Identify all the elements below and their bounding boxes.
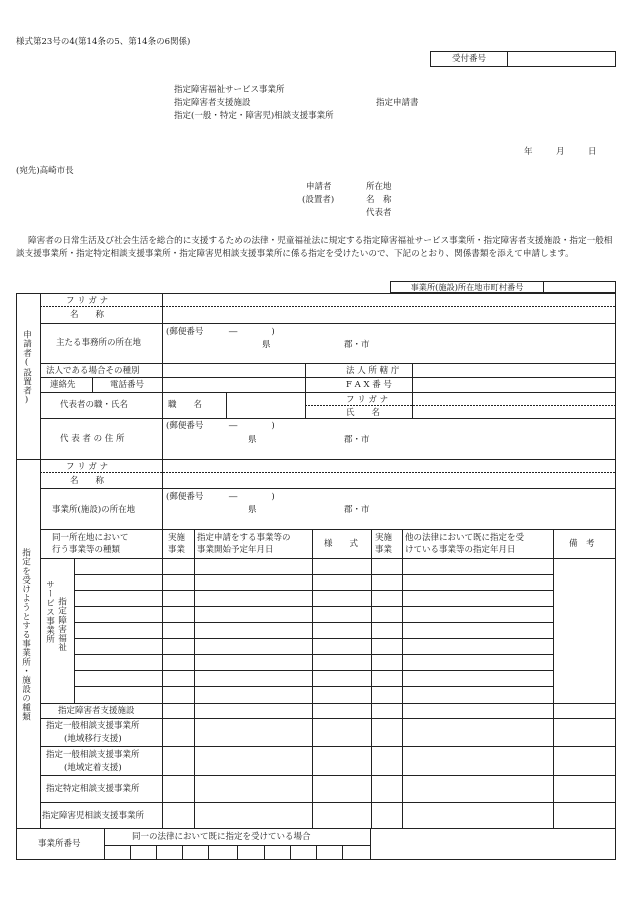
s1-rep-gun-shi: 郡・市	[344, 435, 370, 445]
s2-general-settle-l1: 指定一般相談支援事業所	[46, 750, 140, 760]
s2-impl2-l1: 実施	[375, 533, 393, 543]
s1-rep-shimei-label: 氏 名	[346, 408, 381, 418]
applicant-rep-label: 代表者	[366, 208, 392, 218]
s1-name-label: 名 称	[70, 310, 105, 320]
date-month: 月	[556, 147, 565, 157]
s2-pref: 県	[248, 505, 257, 515]
s1-rep-title-name-label: 代表者の職・氏名	[60, 400, 129, 410]
section2-side-label: 指定を受けようとする事業所・施設の種類	[20, 548, 31, 721]
s2-remarks-label: 備 考	[569, 539, 595, 549]
s2-gun-shi: 郡・市	[344, 505, 370, 515]
s2-impl2-l2: 事業	[375, 545, 393, 555]
applicant-role: 申請者	[306, 182, 332, 192]
s2-welfare-group-l2: 指定障害福祉	[56, 597, 67, 652]
footer-office-no-label: 事業所番号	[38, 839, 81, 849]
receipt-number-label: 受付番号	[431, 52, 508, 66]
s2-other-law-l2: けている事業等の指定年月日	[405, 545, 516, 555]
s1-rep-postal: (郵便番号 ― )	[166, 421, 275, 431]
s2-implemented-l2: 事業	[168, 545, 186, 555]
s1-corp-authority-label: 法 人 所 轄 庁	[346, 366, 400, 376]
s2-facility-label: 指定障害者支援施設	[58, 706, 135, 716]
section1-side-label: 申請者(設置者)	[21, 330, 32, 406]
s2-same-location-l1: 同一所在地において	[52, 533, 129, 543]
title-line1: 指定障害福祉サービス事業所	[174, 85, 285, 95]
s2-office-address-label: 事業所(施設)の所在地	[52, 505, 136, 515]
s1-main-office-label: 主たる事務所の所在地	[56, 338, 142, 348]
s2-name-label: 名 称	[70, 476, 105, 486]
form-number: 様式第23号の4(第14条の5、第14条の6関係)	[16, 37, 191, 47]
s2-general-transition-l1: 指定一般相談支援事業所	[46, 721, 140, 731]
date-year: 年	[524, 147, 533, 157]
s1-contact-label: 連絡先	[50, 380, 76, 390]
s1-rep-pref: 県	[248, 435, 257, 445]
s2-implemented-l1: 実施	[168, 533, 186, 543]
s1-pref: 県	[262, 340, 271, 350]
s2-same-location-l2: 行う事業等の種類	[52, 545, 121, 555]
s2-start-date-l2: 事業開始予定年月日	[197, 545, 274, 555]
s2-child-label: 指定障害児相談支援事業所	[42, 811, 145, 821]
s2-other-law-l1: 他の法律において既に指定を受	[405, 533, 525, 543]
title-suffix: 指定申請書	[376, 98, 419, 108]
applicant-role2: (設置者)	[302, 195, 335, 205]
s1-phone-label: 電話番号	[110, 380, 145, 390]
applicant-name-label: 名 称	[366, 195, 392, 205]
s2-postal: (郵便番号 ― )	[166, 492, 275, 502]
s1-gun-shi: 郡・市	[344, 340, 370, 350]
title-line2: 指定障害者支援施設	[174, 98, 251, 108]
city-code-label: 事業所(施設)所在地市町村番号	[391, 282, 544, 292]
title-line3: 指定(一般・特定・障害児)相談支援事業所	[174, 111, 334, 121]
s2-furigana-label: フ リ ガ ナ	[66, 462, 109, 472]
s2-general-transition-l2: (地域移行支援)	[64, 734, 122, 744]
s1-rep-address-label: 代 表 者 の 住 所	[60, 434, 125, 444]
footer-same-law-label: 同一の法律において既に指定を受けている場合	[132, 832, 311, 842]
s2-style-label: 様 式	[324, 539, 359, 549]
body-text: 障害者の日常生活及び社会生活を総合的に支援するための法律・児童福祉法に規定する指定障害福祉サービス事業所・指定障害者支援施設・指定一般相談支援事業所・指定特定相談支援事業所・指定障害児相談支援事業所に係る指定を受けたいので、下記のとおり、関係書類を添えて申請します。	[16, 236, 613, 259]
date-day: 日	[588, 147, 597, 157]
s2-general-settle-l2: (地域定着支援)	[64, 763, 122, 773]
applicant-address-label: 所在地	[366, 182, 392, 192]
s2-welfare-group-l1: サービス事業所	[44, 580, 55, 644]
s2-specific-label: 指定特定相談支援事業所	[46, 784, 140, 794]
s1-corp-type-label: 法人である場合その種別	[46, 366, 140, 376]
s1-rep-furigana-label: フ リ ガ ナ	[346, 395, 389, 405]
s2-start-date-l1: 指定申請をする事業等の	[197, 533, 291, 543]
addressee: (宛先)高崎市長	[16, 166, 74, 176]
s1-furigana-label: フ リ ガ ナ	[66, 296, 109, 306]
s1-fax-label: F A X 番 号	[346, 380, 392, 390]
s1-postal: (郵便番号 ― )	[166, 327, 275, 337]
s1-shoku-label: 職 名	[168, 400, 203, 410]
